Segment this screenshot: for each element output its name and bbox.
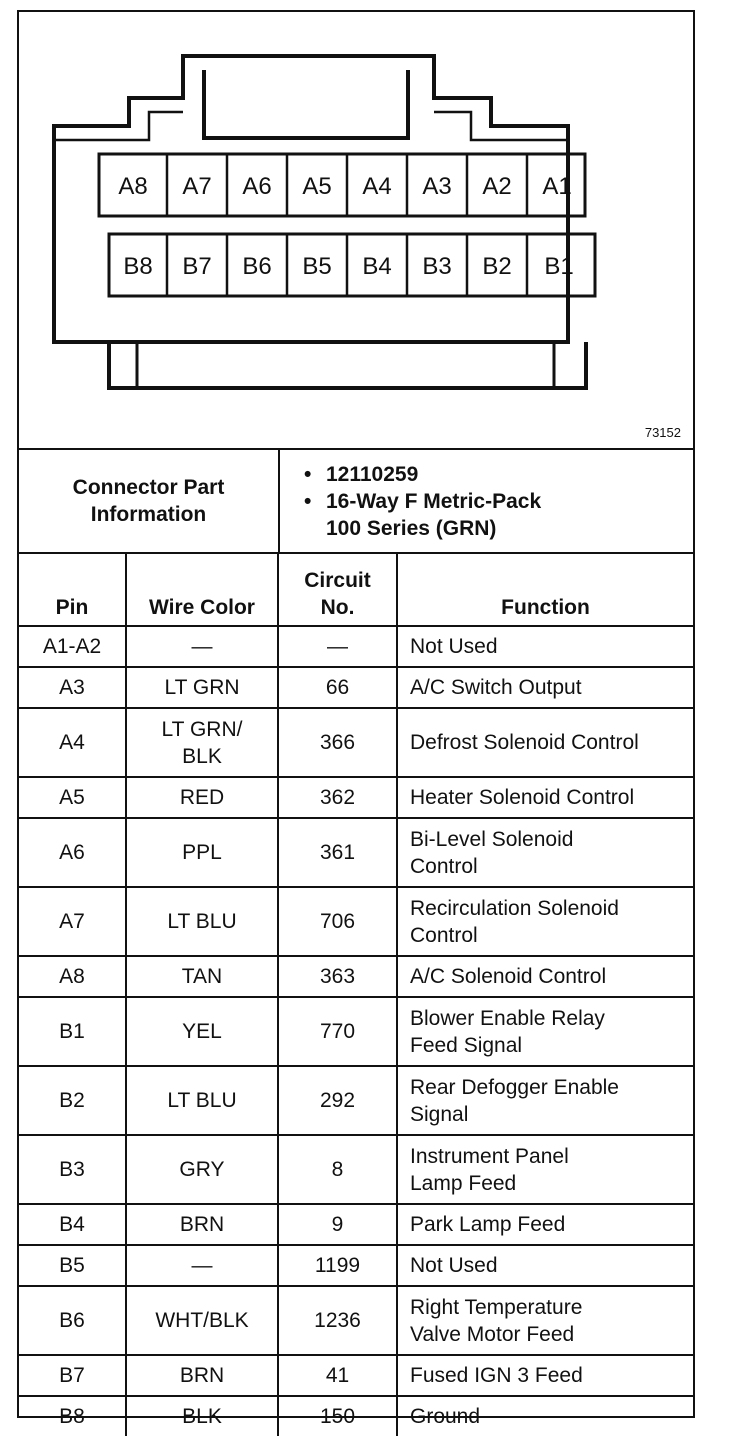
connector-description-line1: • 16-Way F Metric-Pack xyxy=(326,488,693,515)
wire-color-cell: BRN xyxy=(126,1355,278,1396)
wire-color-cell: WHT/BLK xyxy=(126,1286,278,1355)
pin-label-a1: A1 xyxy=(542,173,572,200)
wire-color-cell: BLK xyxy=(126,1396,278,1436)
header-wire-color: Wire Color xyxy=(126,553,278,626)
connector-skirt xyxy=(109,342,586,388)
circuit-cell: 362 xyxy=(278,777,397,818)
pin-label-a8: A8 xyxy=(118,173,148,200)
pin-label-a2: A2 xyxy=(482,173,512,200)
table-row xyxy=(19,1135,693,1204)
connector-latch xyxy=(204,70,408,138)
pin-label-b7: B7 xyxy=(182,253,212,280)
circuit-cell: 363 xyxy=(278,956,397,997)
pin-cell: B3 xyxy=(19,1135,126,1204)
connector-sheet xyxy=(17,10,695,1428)
pin-cell: A4 xyxy=(19,708,126,777)
function-cell: Not Used xyxy=(397,626,693,667)
header-function: Function xyxy=(397,553,693,626)
circuit-cell: 770 xyxy=(278,997,397,1066)
function-cell: Instrument Panel Lamp Feed xyxy=(397,1135,693,1204)
function-cell: Park Lamp Feed xyxy=(397,1204,693,1245)
header-circuit-no xyxy=(278,553,397,626)
function-cell: Rear Defogger Enable Signal xyxy=(397,1066,693,1135)
wire-color-cell: LT GRN xyxy=(126,667,278,708)
wire-color-cell: RED xyxy=(126,777,278,818)
pin-cell: A6 xyxy=(19,818,126,887)
pin-cell: B2 xyxy=(19,1066,126,1135)
pin-cell: A7 xyxy=(19,887,126,956)
table-row xyxy=(19,626,693,667)
table-row xyxy=(19,997,693,1066)
circuit-cell: 150 xyxy=(278,1396,397,1436)
function-cell: Not Used xyxy=(397,1245,693,1286)
circuit-cell: 41 xyxy=(278,1355,397,1396)
part-number: • 12110259 xyxy=(326,461,693,488)
connector-diagram xyxy=(19,12,693,448)
connector-drawing xyxy=(19,12,693,448)
pin-cell: B7 xyxy=(19,1355,126,1396)
function-cell: A/C Solenoid Control xyxy=(397,956,693,997)
pin-label-a3: A3 xyxy=(422,173,452,200)
table-row xyxy=(19,667,693,708)
wire-color-cell: BRN xyxy=(126,1204,278,1245)
pin-label-b2: B2 xyxy=(482,253,512,280)
function-cell: Fused IGN 3 Feed xyxy=(397,1355,693,1396)
table-row xyxy=(19,1396,693,1436)
wire-color-cell: PPL xyxy=(126,818,278,887)
function-cell: Bi-Level Solenoid Control xyxy=(397,818,693,887)
pin-cell: B4 xyxy=(19,1204,126,1245)
circuit-cell: 1199 xyxy=(278,1245,397,1286)
row-a-labels xyxy=(118,173,571,200)
pin-label-a7: A7 xyxy=(182,173,212,200)
connector-part-info xyxy=(19,448,693,552)
table-row xyxy=(19,1204,693,1245)
pin-cell: A8 xyxy=(19,956,126,997)
figure-number: 73152 xyxy=(644,425,681,440)
function-cell: A/C Switch Output xyxy=(397,667,693,708)
pin-label-a4: A4 xyxy=(362,173,392,200)
pinout-rows xyxy=(19,626,693,1436)
circuit-cell: 8 xyxy=(278,1135,397,1204)
pin-label-a6: A6 xyxy=(242,173,272,200)
wire-color-cell: — xyxy=(126,626,278,667)
table-row xyxy=(19,777,693,818)
function-cell: Blower Enable Relay Feed Signal xyxy=(397,997,693,1066)
wire-color-cell: LT BLU xyxy=(126,1066,278,1135)
wire-color-cell: YEL xyxy=(126,997,278,1066)
pin-cell: B6 xyxy=(19,1286,126,1355)
connector-description-line2: 100 Series (GRN) xyxy=(326,516,497,540)
function-cell: Right Temperature Valve Motor Feed xyxy=(397,1286,693,1355)
header-circuit-line2: No. xyxy=(320,596,355,619)
row-b-labels xyxy=(123,253,573,280)
table-row xyxy=(19,887,693,956)
pin-cell: A5 xyxy=(19,777,126,818)
header-circuit-line1: Circuit xyxy=(304,569,371,592)
table-row xyxy=(19,956,693,997)
circuit-cell: 66 xyxy=(278,667,397,708)
wire-color-cell: — xyxy=(126,1245,278,1286)
circuit-cell: 292 xyxy=(278,1066,397,1135)
table-row xyxy=(19,1245,693,1286)
circuit-cell: 361 xyxy=(278,818,397,887)
pin-label-b6: B6 xyxy=(242,253,272,280)
pin-cell: B8 xyxy=(19,1396,126,1436)
table-row xyxy=(19,1066,693,1135)
function-cell: Recirculation Solenoid Control xyxy=(397,887,693,956)
table-row xyxy=(19,1286,693,1355)
table-row xyxy=(19,708,693,777)
pin-label-a5: A5 xyxy=(302,173,332,200)
connector-part-info-label-text: Connector Part Information xyxy=(72,476,225,526)
wire-color-cell: GRY xyxy=(126,1135,278,1204)
function-cell: Heater Solenoid Control xyxy=(397,777,693,818)
wire-color-cell: TAN xyxy=(126,956,278,997)
pinout-header-row xyxy=(19,553,693,626)
pin-cell: A1-A2 xyxy=(19,626,126,667)
pin-cell: B1 xyxy=(19,997,126,1066)
pin-label-b4: B4 xyxy=(362,253,392,280)
header-pin: Pin xyxy=(19,553,126,626)
table-row xyxy=(19,1355,693,1396)
wire-color-cell: LT GRN/ BLK xyxy=(126,708,278,777)
row-a-cavities xyxy=(99,154,585,216)
circuit-cell: 9 xyxy=(278,1204,397,1245)
circuit-cell: 706 xyxy=(278,887,397,956)
pinout-table xyxy=(19,552,693,1436)
pin-cell: B5 xyxy=(19,1245,126,1286)
pin-label-b8: B8 xyxy=(123,253,153,280)
pin-label-b1: B1 xyxy=(544,253,574,280)
table-row xyxy=(19,818,693,887)
circuit-cell: — xyxy=(278,626,397,667)
circuit-cell: 366 xyxy=(278,708,397,777)
wire-color-cell: LT BLU xyxy=(126,887,278,956)
connector-part-info-label xyxy=(19,449,279,552)
circuit-cell: 1236 xyxy=(278,1286,397,1355)
pin-cell: A3 xyxy=(19,667,126,708)
pin-label-b5: B5 xyxy=(302,253,332,280)
pin-label-b3: B3 xyxy=(422,253,452,280)
function-cell: Defrost Solenoid Control xyxy=(397,708,693,777)
function-cell: Ground xyxy=(397,1396,693,1436)
connector-part-info-values xyxy=(279,449,693,552)
